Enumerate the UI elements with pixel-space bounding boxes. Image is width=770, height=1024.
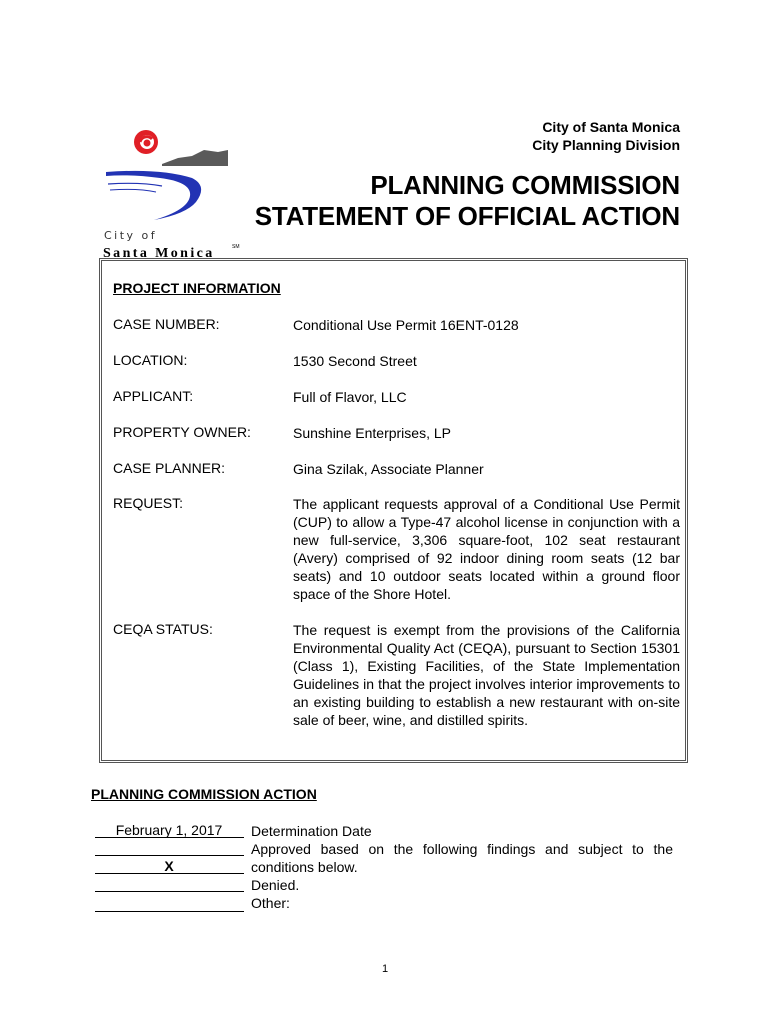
logo-trademark: SM [232, 244, 240, 250]
santa-monica-logo-icon [100, 128, 260, 228]
approved-mark: X [164, 858, 174, 874]
other-label: Other: [251, 895, 290, 911]
determination-date-line [95, 836, 244, 838]
property-owner-value: Sunshine Enterprises, LP [293, 425, 451, 441]
denied-line [95, 890, 244, 892]
request-label: REQUEST: [113, 495, 184, 511]
case-planner-value: Gina Szilak, Associate Planner [293, 461, 484, 477]
header-city: City of Santa Monica [542, 119, 680, 135]
location-value: 1530 Second Street [293, 353, 417, 369]
city-logo [100, 128, 260, 263]
case-number-label: CASE NUMBER: [113, 316, 220, 332]
ceqa-status-value: The request is exempt from the provisions of the California Environmental Quality Act (CEQA), pursuant to Section 15301 (Class 1), Existing Facilities, of the State Implementation Guidelines in that the project involves interior improvements to an existing building to establish a new restaurant with on-site sale of beer, wine, and distilled spirits. [293, 622, 680, 728]
project-information-heading: PROJECT INFORMATION [113, 280, 281, 296]
page-number: 1 [381, 963, 389, 975]
logo-santa-monica-text: Santa Monica [103, 246, 215, 261]
logo-city-of-text: City of [104, 229, 158, 242]
determination-date-value: February 1, 2017 [115, 822, 223, 838]
approved-spacer-line [95, 854, 244, 856]
request-value: The applicant requests approval of a Conditional Use Permit (CUP) to allow a Type-47 alcohol license in conjunction with a new full-service, 3,306 square-foot, 102 seat restaurant (Avery) comprised of 92 indoor dining room seats (12 bar seats) and 10 outdoor seats located within a ground floor space of the Shore Hotel. [293, 496, 680, 602]
case-planner-label: CASE PLANNER: [113, 460, 226, 476]
denied-label: Denied. [251, 877, 300, 893]
case-number-value: Conditional Use Permit 16ENT-0128 [293, 317, 519, 333]
other-line [95, 910, 244, 912]
commission-action-heading: PLANNING COMMISSION ACTION [91, 786, 317, 802]
applicant-label: APPLICANT: [113, 388, 194, 404]
header-division: City Planning Division [532, 137, 680, 153]
applicant-value: Full of Flavor, LLC [293, 389, 407, 405]
document-title-line1: PLANNING COMMISSION [370, 170, 680, 200]
document-title-line2: STATEMENT OF OFFICIAL ACTION [254, 201, 680, 231]
ceqa-status-label: CEQA STATUS: [113, 621, 213, 637]
approved-text: Approved based on the following findings and subject to the conditions below. [251, 841, 673, 875]
determination-date-label: Determination Date [251, 823, 372, 839]
property-owner-label: PROPERTY OWNER: [113, 424, 251, 440]
approved-line [95, 872, 244, 874]
location-label: LOCATION: [113, 352, 188, 368]
